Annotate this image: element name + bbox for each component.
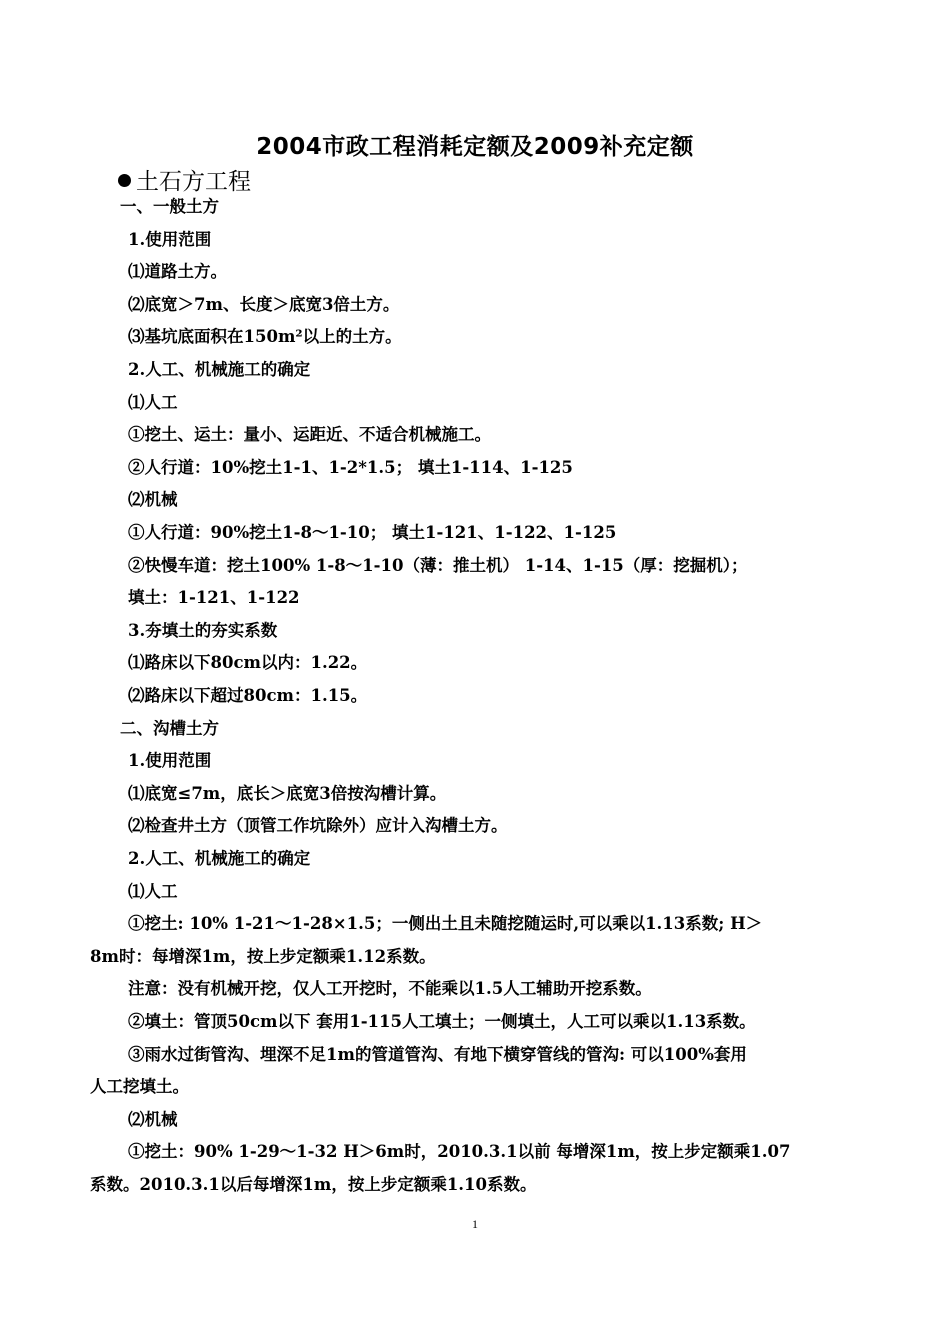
text-line: ⑵检查井土方（顶管工作坑除外）应计入沟槽土方。 [128,816,508,835]
text-line: ①人行道：90%挖土1-8～1-10； 填土1-121、1-122、1-125 [128,523,617,542]
page-number: 1 [472,1217,478,1231]
text-line: 3.夯填土的夯实系数 [128,621,278,640]
heading-trench-earthwork: 二、沟槽土方 [120,719,219,738]
text-line: 注意：没有机械开挖，仅人工开挖时，不能乘以1.5人工辅助开挖系数。 [128,979,652,998]
text-line: ⑵机械 [128,490,178,509]
text-line: ②快慢车道：挖土100% 1-8～1-10（薄：推土机） 1-14、1-15（厚：挖掘机）； [128,556,748,575]
text-line: ⑶基坑底面积在150m²以上的土方。 [128,327,402,346]
text-line: 2.人工、机械施工的确定 [128,849,311,868]
text-line: ⑴底宽≤7m，底长＞底宽3倍按沟槽计算。 [128,784,447,803]
text-line: ⑵底宽＞7m、长度＞底宽3倍土方。 [128,295,400,314]
bullet-icon [118,174,131,187]
text-line: ③雨水过街管沟、埋深不足1m的管道管沟、有地下横穿管线的管沟: 可以100%套用 [128,1045,747,1064]
text-line: ⑵机械 [128,1110,178,1129]
text-line: 人工挖填土。 [90,1077,189,1096]
text-line: ①挖土、运土：量小、运距近、不适合机械施工。 [128,425,491,444]
text-line: 填土：1-121、1-122 [128,588,300,607]
page-title: 2004市政工程消耗定额及2009补充定额 [256,134,694,160]
heading-general-earthwork: 一、一般土方 [120,197,219,216]
text-line: ⑴人工 [128,393,178,412]
text-line: 1.使用范围 [128,751,212,770]
section-heading [118,163,251,196]
text-line: ⑴路床以下80cm以内：1.22。 [128,653,368,672]
text-line: ⑴人工 [128,882,178,901]
text-line: ②填土：管顶50cm以下 套用1-115人工填土；一侧填土，人工可以乘以1.13系数。 [128,1012,756,1031]
section-heading-text: 土石方工程 [136,169,251,195]
text-line: ①挖土: 10% 1-21～1-28×1.5；一侧出土且未随挖随运时,可以乘以1.13系数; H＞ [128,914,763,933]
text-line: 1.使用范围 [128,230,212,249]
text-line: ②人行道：10%挖土1-1、1-2*1.5； 填土1-114、1-125 [128,458,573,477]
text-line: 系数。2010.3.1以后每增深1m，按上步定额乘1.10系数。 [90,1175,537,1194]
text-line: ⑵路床以下超过80cm：1.15。 [128,686,368,705]
text-line: 8m时：每增深1m，按上步定额乘1.12系数。 [90,947,436,966]
text-line: ①挖土：90% 1-29～1-32 H＞6m时，2010.3.1以前 每增深1m，按上步定额乘1.07 [128,1142,791,1161]
text-line: 2.人工、机械施工的确定 [128,360,311,379]
text-line: ⑴道路土方。 [128,262,227,281]
